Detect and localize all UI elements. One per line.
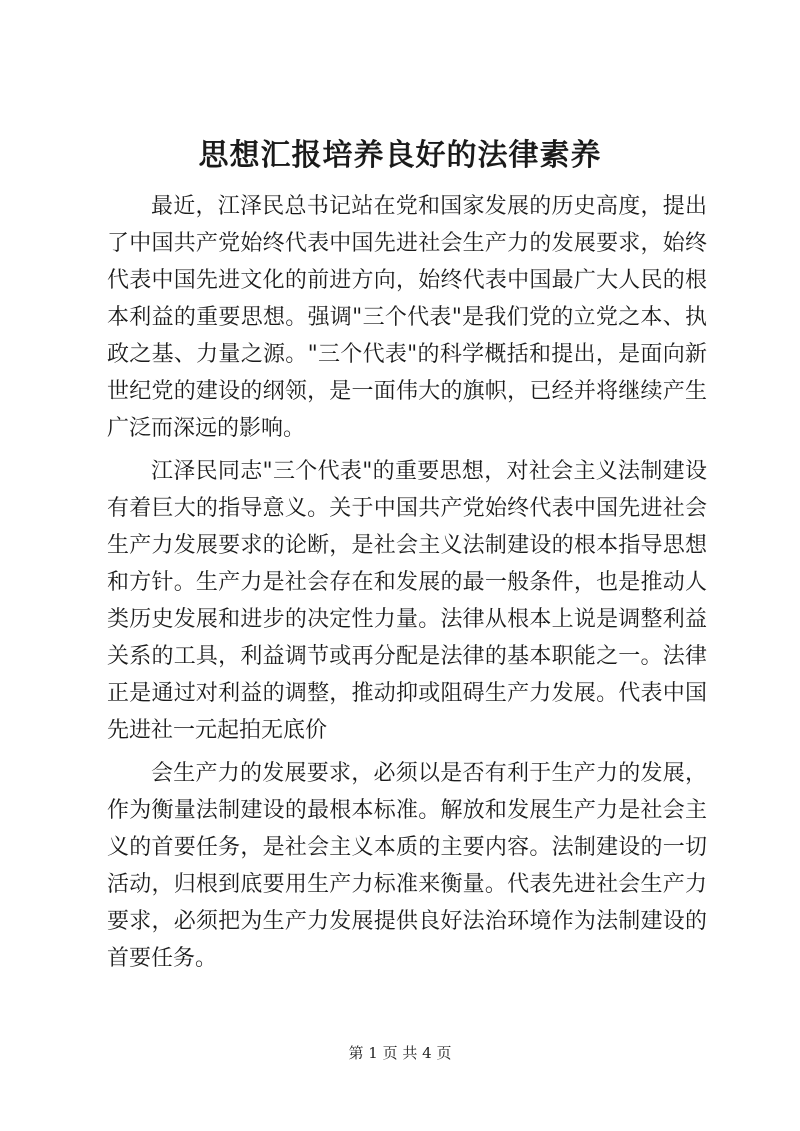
paragraph-2: 江泽民同志"三个代表"的重要思想，对社会主义法制建设有着巨大的指导意义。关于中国共产党始终代表中国先进社会生产力发展要求的论断，是社会主义法制建设的根本指导思想和方针。生产力是社会存在和发展的最一般条件，也是推动人类历史发展和进步的决定性力量。法律从根本上说是调整利益关系的工具，利益调节或再分配是法律的基本职能之一。法律正是通过对利益的调整，推动抑或阻碍生产力发展。代表中国先进社一元起拍无底价: [107, 459, 707, 743]
document-title: 思想汇报培养良好的法律素养: [198, 138, 602, 173]
document-body: [107, 188, 707, 983]
paragraph-3: 会生产力的发展要求，必须以是否有利于生产力的发展，作为衡量法制建设的最根本标准。解放和发展生产力是社会主义的首要任务，是社会主义本质的主要内容。法制建设的一切活动，归根到底要用生产力标准来衡量。代表先进社会生产力要求，必须把为生产力发展提供良好法治环境作为法制建设的首要任务。: [107, 761, 707, 971]
page-footer: 第 1 页 共 4 页: [348, 1044, 452, 1062]
paragraph-1: 最近，江泽民总书记站在党和国家发展的历史高度，提出了中国共产党始终代表中国先进社会生产力的发展要求，始终代表中国先进文化的前进方向，始终代表中国最广大人民的根本利益的重要思想。强调"三个代表"是我们党的立党之本、执政之基、力量之源。"三个代表"的科学概括和提出，是面向新世纪党的建设的纲领，是一面伟大的旗帜，已经并将继续产生广泛而深远的影响。: [107, 194, 707, 441]
